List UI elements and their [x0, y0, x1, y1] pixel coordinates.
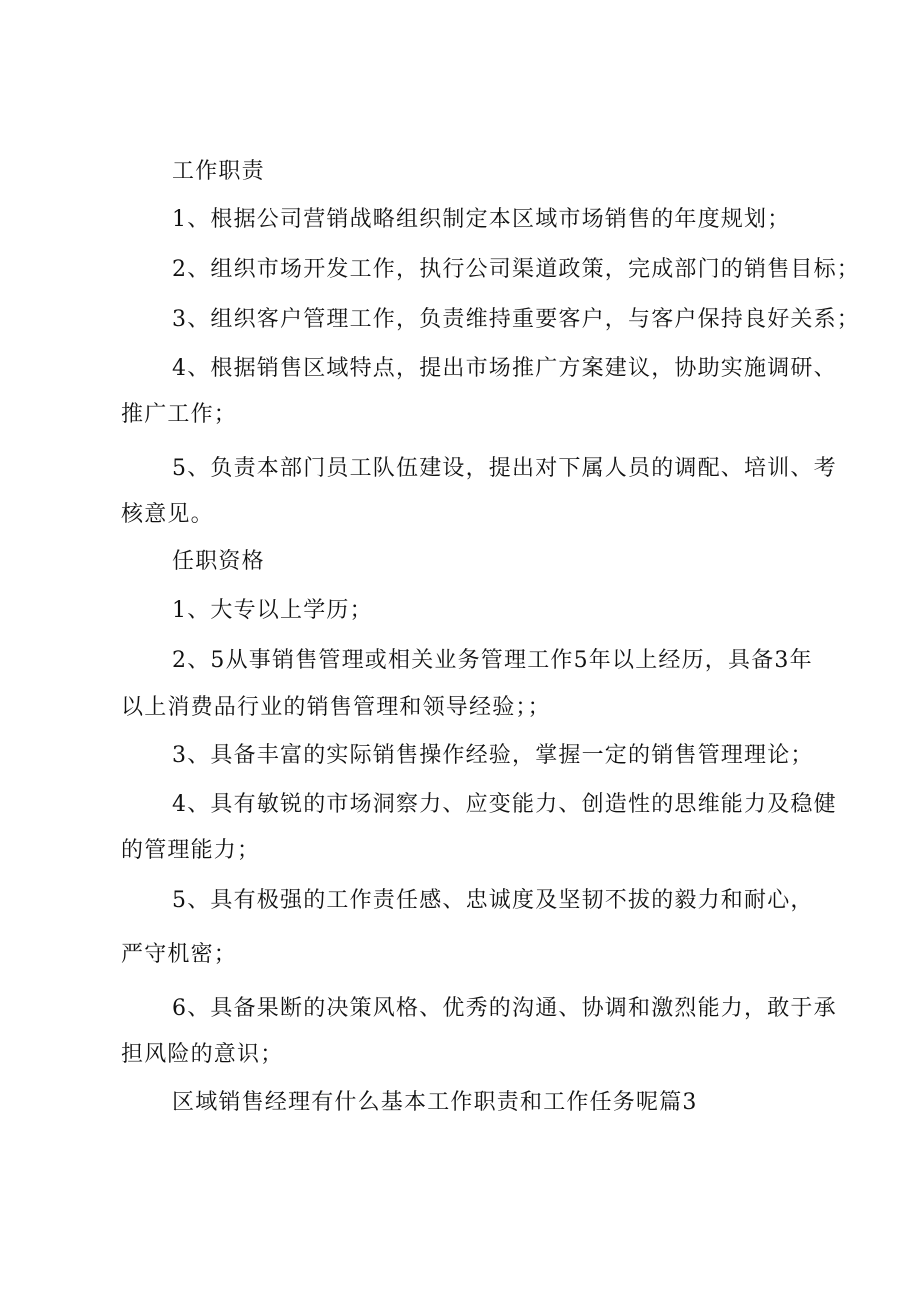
qualification-item: 2、5从事销售管理或相关业务管理工作5年以上经历，具备3年 [172, 648, 813, 673]
duty-item: 4、根据销售区域特点，提出市场推广方案建议，协助实施调研、 [172, 356, 837, 381]
qualification-item: 6、具备果断的决策风格、优秀的沟通、协调和激烈能力，敢于承 [172, 996, 837, 1021]
duty-item: 1、根据公司营销战略组织制定本区域市场销售的年度规划； [172, 207, 791, 232]
qualification-item: 3、具备丰富的实际销售操作经验，掌握一定的销售管理理论； [172, 743, 814, 768]
duty-item-continued: 核意见。 [121, 502, 214, 527]
qualification-item-continued: 担风险的意识； [121, 1042, 284, 1067]
qualification-item-continued: 严守机密； [121, 942, 238, 967]
qualification-item-continued: 以上消费品行业的销售管理和领导经验；； [121, 695, 551, 720]
qualification-item-continued: 的管理能力； [121, 838, 261, 863]
duty-item-continued: 推广工作； [121, 402, 238, 427]
qualification-item: 5、具有极强的工作责任感、忠诚度及坚韧不拔的毅力和耐心， [172, 888, 814, 913]
section-heading-part3: 区域销售经理有什么基本工作职责和工作任务呢篇3 [172, 1090, 698, 1115]
qualification-item: 1、大专以上学历； [172, 598, 373, 623]
duty-item: 2、组织市场开发工作，执行公司渠道政策，完成部门的销售目标； [172, 257, 860, 282]
section-heading-qualifications: 任职资格 [172, 549, 265, 574]
duty-item: 5、负责本部门员工队伍建设，提出对下属人员的调配、培训、考 [172, 456, 837, 481]
qualification-item: 4、具有敏锐的市场洞察力、应变能力、创造性的思维能力及稳健 [172, 792, 837, 817]
duty-item: 3、组织客户管理工作，负责维持重要客户，与客户保持良好关系； [172, 307, 860, 332]
section-heading-duties: 工作职责 [172, 159, 265, 184]
